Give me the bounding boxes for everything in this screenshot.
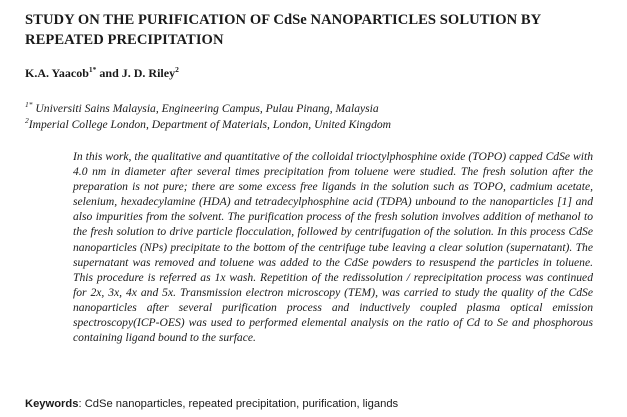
keywords-separator: : bbox=[78, 398, 85, 410]
affiliation-text: Universiti Sains Malaysia, Engineering Campus, Pulau Pinang, Malaysia bbox=[32, 102, 379, 115]
abstract-text: In this work, the qualitative and quantitative of the colloidal trioctylphosphine oxide (TOPO) capped CdSe with 4.0 nm in diameter after several times precipitation from toluene were studied. The fresh solution after the preparation is not pure; there are some excess free ligands in the solution such as TOPO, cadmium acetate, selenium, hexadecylamine (HDA) and tetradecylphosphine acid (TDPA) unbound to the nanoparticles [1] and also impurities from the solvent. The purification process of the fresh solution involves addition of methanol to the fresh solution to drive particle flocculation, followed by centrifugation of the solution. In this process CdSe nanoparticles (NPs) precipitate to the bottom of the centrifuge tube leaving a clear solution (supernatant). The supernatant was removed and toluene was added to the CdSe powders to resuspend the particles in toluene. This procedure is referred as 1x wash. Repetition of the redissolution / reprecipitation process was continued for 2x, 3x, 4x and 5x. Transmission electron microscopy (TEM), was carried to study the quality of the CdSe nanoparticles after several purification process and inductively coupled plasma optical emission spectroscopy(ICP-OES) was used to performed elemental analysis on the ratio of Cd to Se and phosphorous containing ligand bound to the surface. bbox=[73, 150, 593, 345]
keywords-label: Keywords bbox=[25, 398, 79, 410]
author-affiliation-mark: 1* bbox=[88, 65, 97, 74]
author-name: K.A. Yaacob bbox=[25, 66, 89, 80]
paper-title: STUDY ON THE PURIFICATION OF CdSe NANOPARTICLES SOLUTION BY REPEATED PRECIPITATION bbox=[25, 12, 541, 48]
keywords-text: CdSe nanoparticles, repeated precipitation, purification, ligands bbox=[84, 398, 399, 410]
author-affiliation-mark: 2 bbox=[175, 65, 179, 74]
keywords-line bbox=[25, 397, 398, 411]
author-list bbox=[25, 66, 179, 80]
affiliation-mark: 1* bbox=[25, 100, 33, 109]
affiliation-text: Imperial College London, Department of Materials, London, United Kingdom bbox=[28, 118, 392, 131]
affiliation-mark: 2 bbox=[25, 116, 29, 125]
affiliation-line bbox=[25, 118, 391, 131]
author-name: J. D. Riley bbox=[121, 66, 176, 80]
author-joiner: and bbox=[96, 66, 122, 80]
affiliation-line bbox=[25, 102, 379, 115]
